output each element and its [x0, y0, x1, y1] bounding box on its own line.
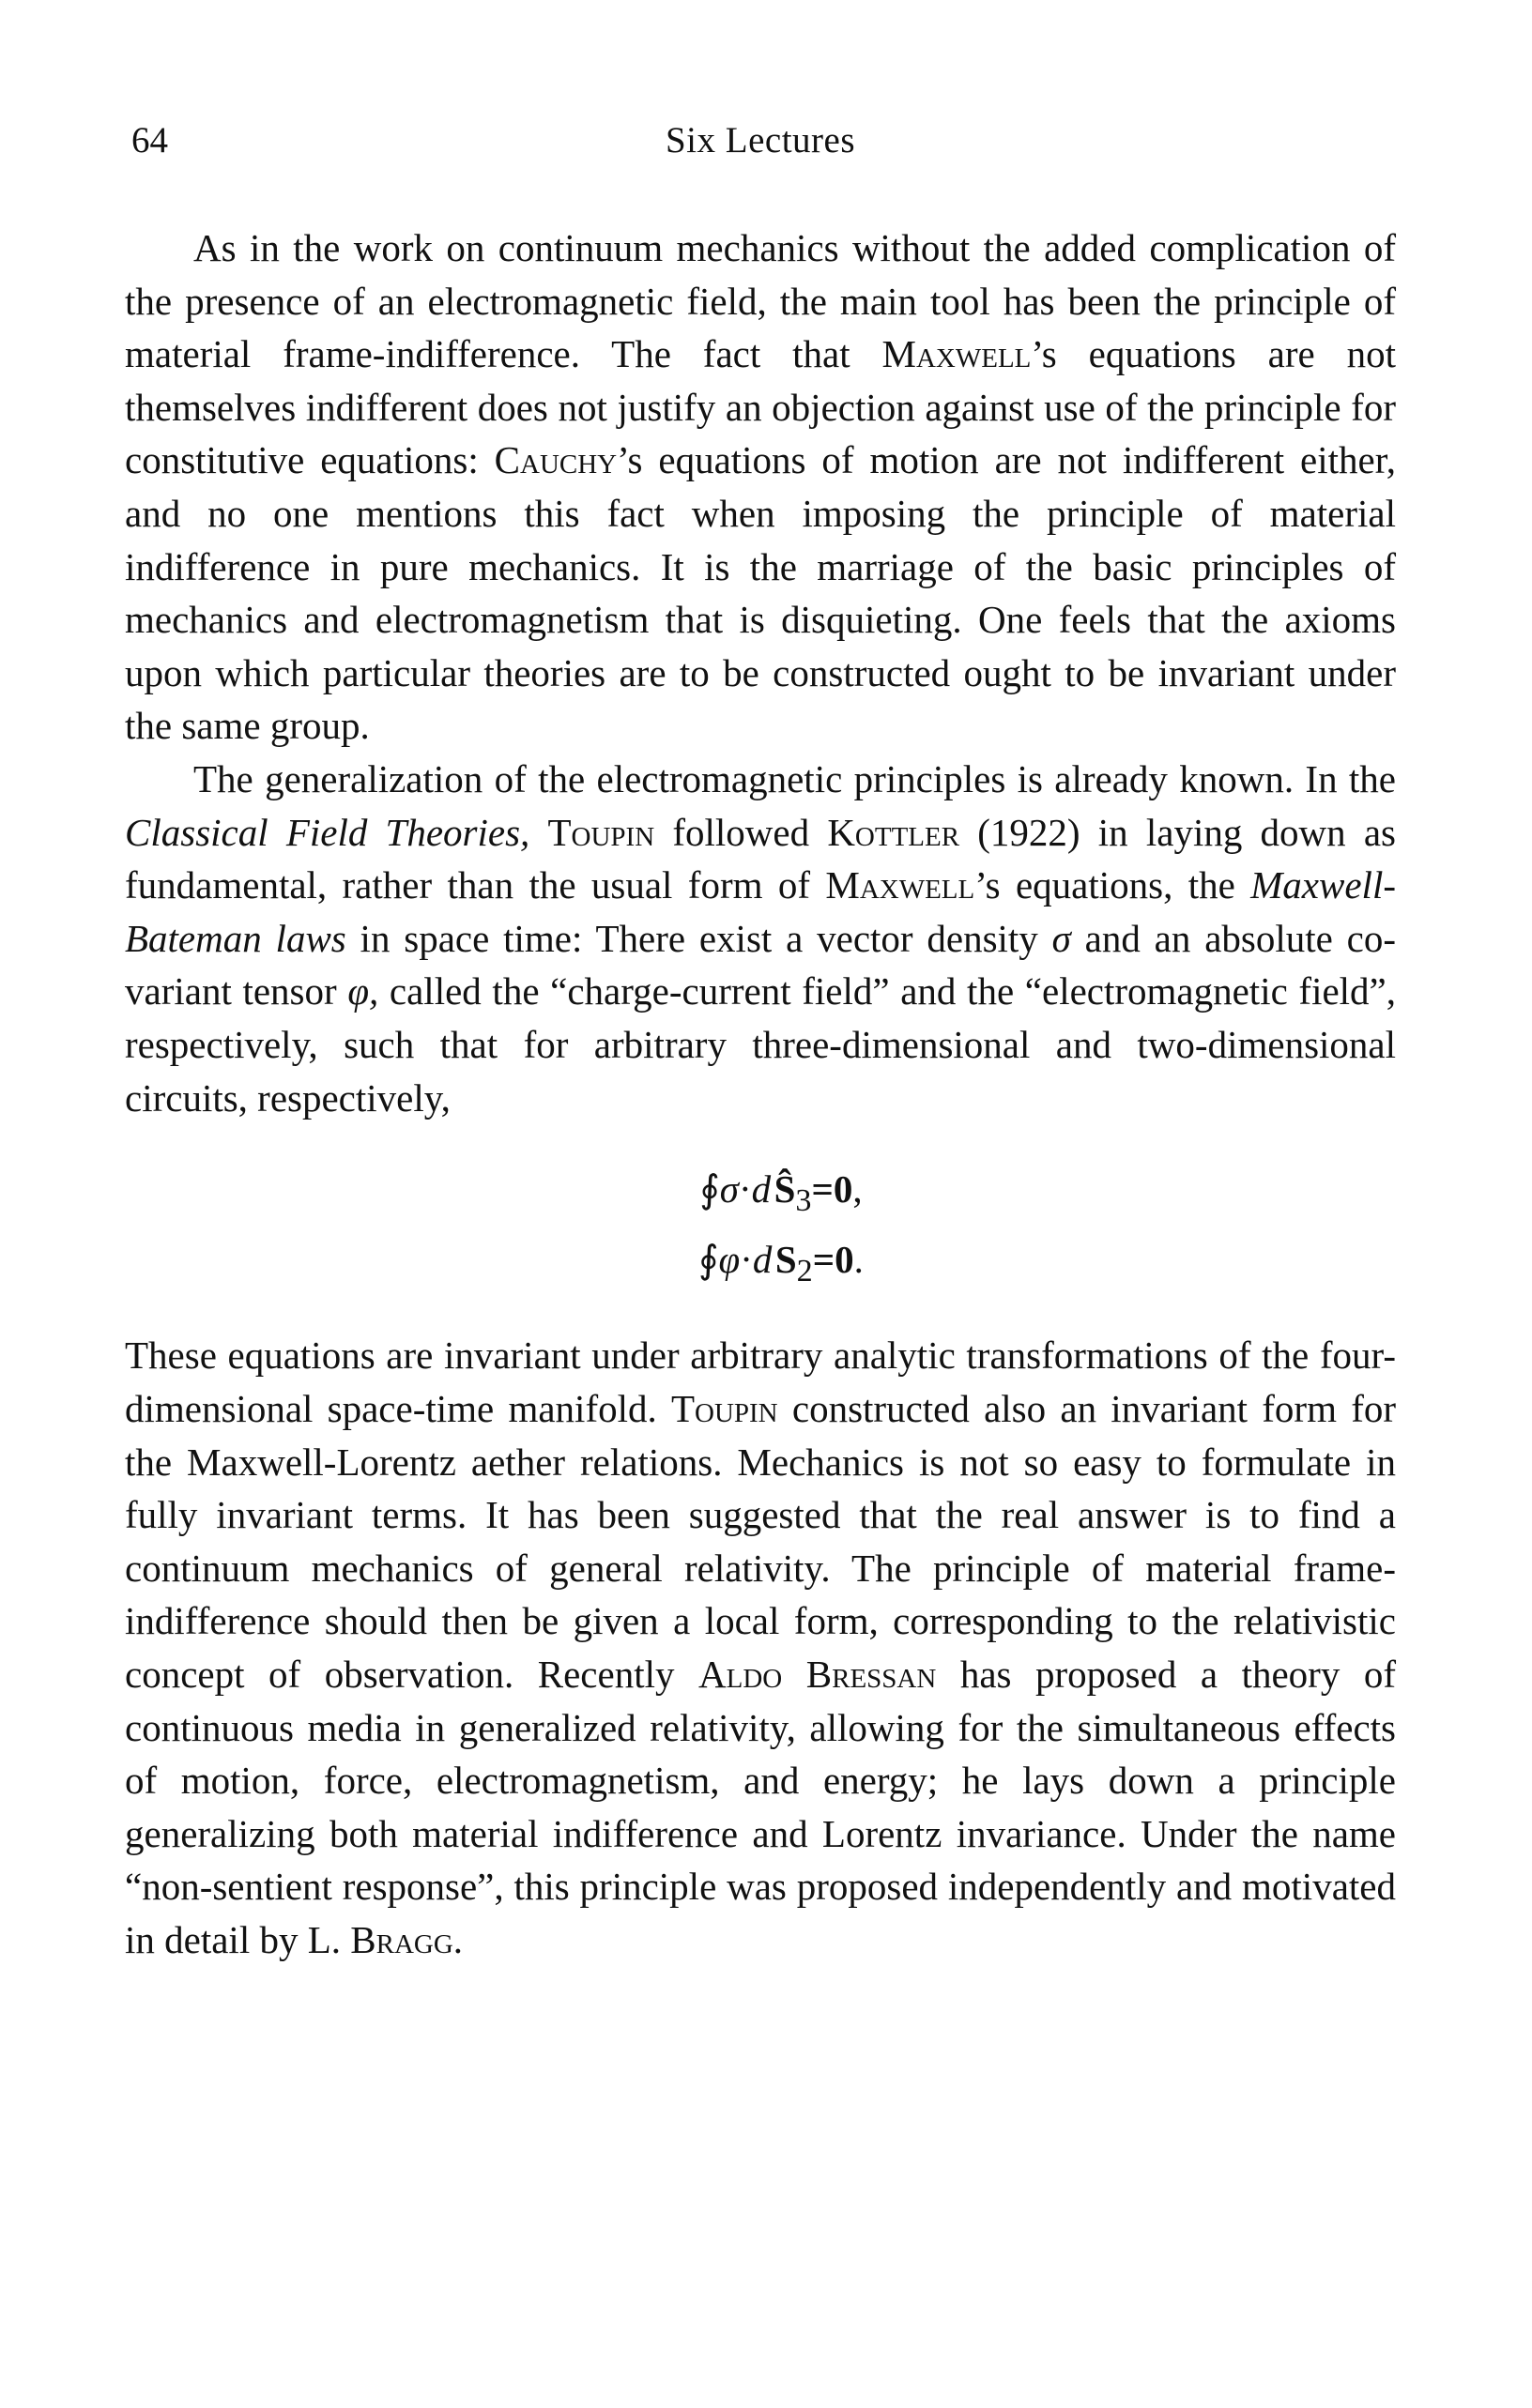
text-span — [529, 811, 547, 854]
book-title: Classical Field Theories, — [125, 810, 530, 854]
equation-rhs: =0 — [812, 1238, 854, 1282]
text-span: followed — [654, 810, 828, 854]
paragraph-1 — [125, 221, 1396, 753]
equation-charge-current — [125, 1160, 1396, 1230]
author-name: Toupin — [670, 1387, 778, 1431]
subscript: 2 — [796, 1254, 813, 1289]
text-span: . — [452, 1918, 464, 1961]
punctuation: . — [853, 1238, 864, 1282]
dot-operator: · — [740, 1238, 753, 1282]
subscript: 3 — [795, 1183, 812, 1219]
text-span: ’s equations are not themselves indifferent does not justify an objection against use of the principle for constitutive equations: — [125, 332, 1396, 482]
equation-rhs: =0 — [811, 1167, 853, 1212]
text-span: called the “charge-current field” and the “electromagnetic field”, respectively, such that for arbitrary three-dimensional and two-dimensional circuits, respectively, — [125, 969, 1397, 1120]
field-symbol: φ — [718, 1238, 741, 1282]
paragraph-2 — [125, 753, 1396, 1124]
text-span: These equations are invariant under arbitrary analytic transformations of the four-dimensional space-time manifold. — [125, 1334, 1396, 1431]
text-span: and an absolute covariant tensor — [125, 916, 1396, 1013]
differential: d — [751, 1167, 772, 1212]
surface-symbol: S — [774, 1238, 797, 1282]
dot-operator: · — [739, 1167, 752, 1212]
text-span: constructed also an invariant form for the Maxwell-Lorentz aether relations. Mechanics is not so easy to formulate in fully invariant terms. It has been suggested that the real answer is to find a continuum mechanics of general relativity. The principle of material frame-indifference should then be given a local form, corresponding to the relativistic concept of observation. Recently — [125, 1387, 1396, 1697]
field-symbol: σ — [719, 1167, 739, 1212]
text-span: in space time: There exist a vector density — [345, 916, 1052, 960]
author-name: Kottler — [827, 810, 960, 854]
law-name: Maxwell-Bateman laws — [125, 863, 1396, 960]
text-span: ’s equations, the — [974, 863, 1251, 907]
author-name: Aldo Bressan — [698, 1653, 937, 1697]
paragraph-3 — [125, 1329, 1396, 1966]
punctuation: , — [852, 1167, 863, 1212]
author-name: Maxwell — [881, 332, 1032, 376]
differential: d — [752, 1238, 773, 1282]
symbol-sigma: σ — [1051, 916, 1071, 960]
author-name: Cauchy — [494, 438, 618, 482]
text-span: As in the work on continuum mechanics without the added complication of the presence of an electromagnetic field, the main tool has been the principle of material frame-indifference. The fact that — [125, 226, 1396, 376]
equation-block — [125, 1160, 1396, 1301]
page-number: 64 — [131, 120, 168, 160]
text-span: ’s equations of motion are not indifferent either, and no one mentions this fact when imposing the principle of material indifference in pure mechanics. It is the marriage of the basic principles of mechanics and electromagnetism that is disquieting. One feels that the axioms upon which particular theories are to be constructed ought to be invariant under the same group. — [125, 438, 1396, 748]
author-name: Toupin — [547, 810, 655, 854]
surface-symbol: Ŝ — [774, 1167, 796, 1212]
author-name: Maxwell — [825, 863, 975, 907]
body-text — [125, 221, 1396, 1967]
integral-symbol: ∮ — [698, 1238, 719, 1282]
equation-electromagnetic — [125, 1230, 1396, 1301]
page-header — [125, 113, 1396, 169]
text-span: (1922) in laying down as fundamental, rather than the usual form of — [125, 810, 1396, 907]
integral-symbol: ∮ — [699, 1167, 720, 1212]
author-name: Bragg — [350, 1918, 453, 1961]
symbol-phi: φ, — [347, 969, 379, 1013]
book-page — [125, 113, 1396, 1967]
running-title: Six Lectures — [665, 120, 856, 160]
text-span: has proposed a theory of continuous media in generalized relativity, allowing for the simultaneous effects of motion, force, electromagnetism, and energy; he lays down a principle generalizing both material indifference and Lorentz invariance. Under the name “non-sentient response”, this principle was proposed independently and motivated in detail by L. — [125, 1653, 1396, 1961]
text-span: The generalization of the electromagnetic principles is already known. In the — [193, 756, 1396, 800]
